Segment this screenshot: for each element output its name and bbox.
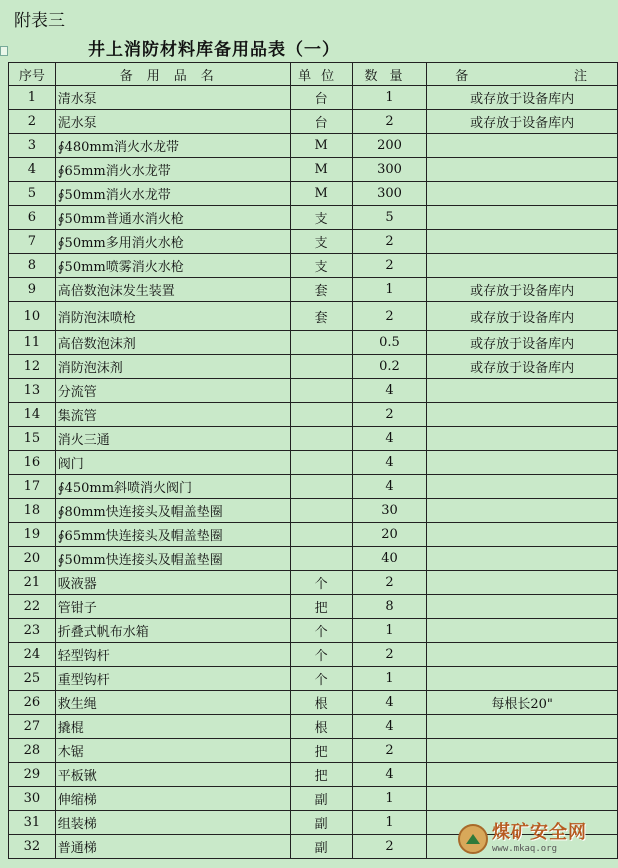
cell-note	[427, 715, 618, 739]
cell-note	[427, 379, 618, 403]
header-no: 序号	[9, 63, 56, 86]
cell-note: 或存放于设备库内	[427, 110, 618, 134]
cell-qty: 0.5	[352, 331, 427, 355]
cell-unit	[290, 499, 352, 523]
cell-qty: 30	[352, 499, 427, 523]
cell-qty: 2	[352, 739, 427, 763]
cell-note	[427, 787, 618, 811]
cell-unit: 把	[290, 595, 352, 619]
header-note	[427, 63, 618, 86]
cell-no: 24	[9, 643, 56, 667]
cell-no: 5	[9, 182, 56, 206]
cell-unit: 个	[290, 571, 352, 595]
cell-no: 18	[9, 499, 56, 523]
cell-unit: 个	[290, 643, 352, 667]
supplies-table	[8, 62, 618, 859]
cell-no: 9	[9, 278, 56, 302]
cell-unit: 支	[290, 230, 352, 254]
cell-qty: 4	[352, 715, 427, 739]
cell-unit: 根	[290, 715, 352, 739]
cell-no: 31	[9, 811, 56, 835]
cell-name: 伸缩梯	[55, 787, 290, 811]
table-row	[9, 763, 618, 787]
table-row	[9, 427, 618, 451]
cell-unit	[290, 355, 352, 379]
cell-no: 32	[9, 835, 56, 859]
cell-unit: 支	[290, 206, 352, 230]
cell-unit	[290, 403, 352, 427]
table-row	[9, 451, 618, 475]
cell-unit	[290, 523, 352, 547]
cell-no: 2	[9, 110, 56, 134]
table-row	[9, 379, 618, 403]
cell-note	[427, 523, 618, 547]
cell-qty: 1	[352, 86, 427, 110]
site-watermark-logo	[458, 818, 610, 860]
cell-no: 29	[9, 763, 56, 787]
cell-note	[427, 595, 618, 619]
cell-qty: 4	[352, 427, 427, 451]
cell-qty: 4	[352, 763, 427, 787]
cell-no: 15	[9, 427, 56, 451]
watermark-name: 煤矿安全网	[492, 822, 587, 843]
table-row	[9, 355, 618, 379]
cell-no: 10	[9, 302, 56, 331]
cell-no: 23	[9, 619, 56, 643]
cell-no: 22	[9, 595, 56, 619]
cell-name: ∮450mm斜喷消火阀门	[55, 475, 290, 499]
cell-no: 14	[9, 403, 56, 427]
cell-note	[427, 475, 618, 499]
cell-note	[427, 451, 618, 475]
cell-no: 19	[9, 523, 56, 547]
table-row	[9, 230, 618, 254]
cell-note	[427, 763, 618, 787]
cell-note	[427, 547, 618, 571]
cell-note	[427, 158, 618, 182]
cell-no: 28	[9, 739, 56, 763]
cell-unit	[290, 331, 352, 355]
cell-unit: M	[290, 158, 352, 182]
table-row	[9, 715, 618, 739]
cell-qty: 2	[352, 230, 427, 254]
cell-unit	[290, 379, 352, 403]
cell-unit: 副	[290, 835, 352, 859]
cell-qty: 300	[352, 158, 427, 182]
table-row	[9, 619, 618, 643]
cell-unit: 支	[290, 254, 352, 278]
cell-note	[427, 667, 618, 691]
cell-name: ∮480mm消火水龙带	[55, 134, 290, 158]
cell-no: 21	[9, 571, 56, 595]
table-row	[9, 278, 618, 302]
cell-note: 或存放于设备库内	[427, 86, 618, 110]
cell-name: 重型钩杆	[55, 667, 290, 691]
cell-note	[427, 254, 618, 278]
cell-qty: 1	[352, 667, 427, 691]
cell-qty: 2	[352, 110, 427, 134]
header-note-right: 注	[573, 68, 587, 84]
cell-note: 每根长20"	[427, 691, 618, 715]
cell-name: 高倍数泡沫剂	[55, 331, 290, 355]
cell-no: 1	[9, 86, 56, 110]
header-note-left: 备	[455, 68, 469, 84]
table-row	[9, 134, 618, 158]
cell-qty: 4	[352, 451, 427, 475]
table-row	[9, 182, 618, 206]
cell-note	[427, 619, 618, 643]
table-row	[9, 787, 618, 811]
cell-no: 17	[9, 475, 56, 499]
table-row	[9, 158, 618, 182]
cell-name: 木锯	[55, 739, 290, 763]
cell-unit: 副	[290, 787, 352, 811]
cell-qty: 1	[352, 619, 427, 643]
cell-note	[427, 499, 618, 523]
cell-qty: 2	[352, 403, 427, 427]
cell-no: 11	[9, 331, 56, 355]
mountain-emblem-icon	[458, 824, 488, 854]
cell-note	[427, 230, 618, 254]
cell-name: 清水泵	[55, 86, 290, 110]
table-row	[9, 302, 618, 331]
cell-unit: 副	[290, 811, 352, 835]
cell-name: 折叠式帆布水箱	[55, 619, 290, 643]
cell-note	[427, 427, 618, 451]
cell-note	[427, 182, 618, 206]
cell-no: 4	[9, 158, 56, 182]
cell-unit: 根	[290, 691, 352, 715]
cell-name: 吸液器	[55, 571, 290, 595]
cell-unit: 把	[290, 739, 352, 763]
cell-note	[427, 739, 618, 763]
cell-no: 16	[9, 451, 56, 475]
table-row	[9, 595, 618, 619]
cell-no: 3	[9, 134, 56, 158]
cell-qty: 20	[352, 523, 427, 547]
cell-name: ∮50mm喷雾消火水枪	[55, 254, 290, 278]
cell-unit	[290, 451, 352, 475]
cell-name: 高倍数泡沫发生装置	[55, 278, 290, 302]
table-row	[9, 643, 618, 667]
cell-qty: 5	[352, 206, 427, 230]
cell-qty: 2	[352, 302, 427, 331]
cell-note	[427, 571, 618, 595]
cell-qty: 1	[352, 811, 427, 835]
cell-name: 消火三通	[55, 427, 290, 451]
table-header-row	[9, 63, 618, 86]
cell-qty: 1	[352, 278, 427, 302]
table-row	[9, 571, 618, 595]
cell-note	[427, 403, 618, 427]
cell-unit	[290, 547, 352, 571]
cell-qty: 4	[352, 379, 427, 403]
cell-no: 8	[9, 254, 56, 278]
cell-qty: 2	[352, 571, 427, 595]
cell-qty: 4	[352, 691, 427, 715]
cell-no: 7	[9, 230, 56, 254]
header-name: 备用品名	[55, 63, 290, 86]
cell-qty: 8	[352, 595, 427, 619]
table-row	[9, 110, 618, 134]
cell-note	[427, 643, 618, 667]
table-title: 井上消防材料库备用品表（一）	[88, 40, 340, 60]
cell-name: 阀门	[55, 451, 290, 475]
cell-name: 消防泡沫剂	[55, 355, 290, 379]
cell-name: 组装梯	[55, 811, 290, 835]
cell-no: 12	[9, 355, 56, 379]
cell-qty: 4	[352, 475, 427, 499]
cell-name: 平板锹	[55, 763, 290, 787]
table-row	[9, 667, 618, 691]
cell-unit: 个	[290, 667, 352, 691]
cell-no: 27	[9, 715, 56, 739]
cell-unit: 套	[290, 278, 352, 302]
table-row	[9, 206, 618, 230]
cell-no: 25	[9, 667, 56, 691]
cell-name: 分流管	[55, 379, 290, 403]
table-row	[9, 331, 618, 355]
cell-name: ∮80mm快连接头及帽盖垫圈	[55, 499, 290, 523]
cell-name: 消防泡沫喷枪	[55, 302, 290, 331]
cell-no: 13	[9, 379, 56, 403]
cell-name: 轻型钩杆	[55, 643, 290, 667]
cell-name: 普通梯	[55, 835, 290, 859]
cell-name: 救生绳	[55, 691, 290, 715]
table-row	[9, 254, 618, 278]
cell-unit: 把	[290, 763, 352, 787]
cell-qty: 1	[352, 787, 427, 811]
cell-no: 20	[9, 547, 56, 571]
cell-unit: 套	[290, 302, 352, 331]
table-row	[9, 403, 618, 427]
cell-note: 或存放于设备库内	[427, 278, 618, 302]
table-row	[9, 547, 618, 571]
cell-note: 或存放于设备库内	[427, 355, 618, 379]
cell-name: 撬棍	[55, 715, 290, 739]
header-qty: 数量	[352, 63, 427, 86]
cell-note	[427, 134, 618, 158]
cell-name: ∮65mm快连接头及帽盖垫圈	[55, 523, 290, 547]
table-row	[9, 739, 618, 763]
cell-no: 6	[9, 206, 56, 230]
cell-name: ∮50mm消火水龙带	[55, 182, 290, 206]
cell-unit: 个	[290, 619, 352, 643]
cell-unit: M	[290, 134, 352, 158]
cell-no: 26	[9, 691, 56, 715]
cell-note: 或存放于设备库内	[427, 302, 618, 331]
table-row	[9, 499, 618, 523]
cell-marker	[0, 46, 8, 56]
cell-qty: 2	[352, 835, 427, 859]
cell-unit	[290, 427, 352, 451]
table-body	[9, 86, 618, 859]
cell-name: 泥水泵	[55, 110, 290, 134]
table-row	[9, 523, 618, 547]
cell-note: 或存放于设备库内	[427, 331, 618, 355]
cell-qty: 2	[352, 643, 427, 667]
cell-unit: 台	[290, 86, 352, 110]
cell-unit	[290, 475, 352, 499]
header-unit: 单位	[290, 63, 352, 86]
cell-name: ∮50mm普通水消火枪	[55, 206, 290, 230]
cell-name: ∮65mm消火水龙带	[55, 158, 290, 182]
cell-qty: 300	[352, 182, 427, 206]
cell-note	[427, 206, 618, 230]
cell-name: 管钳子	[55, 595, 290, 619]
cell-unit: M	[290, 182, 352, 206]
cell-no: 30	[9, 787, 56, 811]
cell-name: ∮50mm快连接头及帽盖垫圈	[55, 547, 290, 571]
cell-qty: 2	[352, 254, 427, 278]
watermark-url: www.mkaq.org	[492, 844, 558, 854]
cell-qty: 0.2	[352, 355, 427, 379]
annex-label: 附表三	[14, 11, 65, 31]
cell-qty: 40	[352, 547, 427, 571]
cell-qty: 200	[352, 134, 427, 158]
table-row	[9, 475, 618, 499]
table-row	[9, 691, 618, 715]
cell-unit: 台	[290, 110, 352, 134]
table-row	[9, 86, 618, 110]
cell-name: 集流管	[55, 403, 290, 427]
cell-name: ∮50mm多用消火水枪	[55, 230, 290, 254]
